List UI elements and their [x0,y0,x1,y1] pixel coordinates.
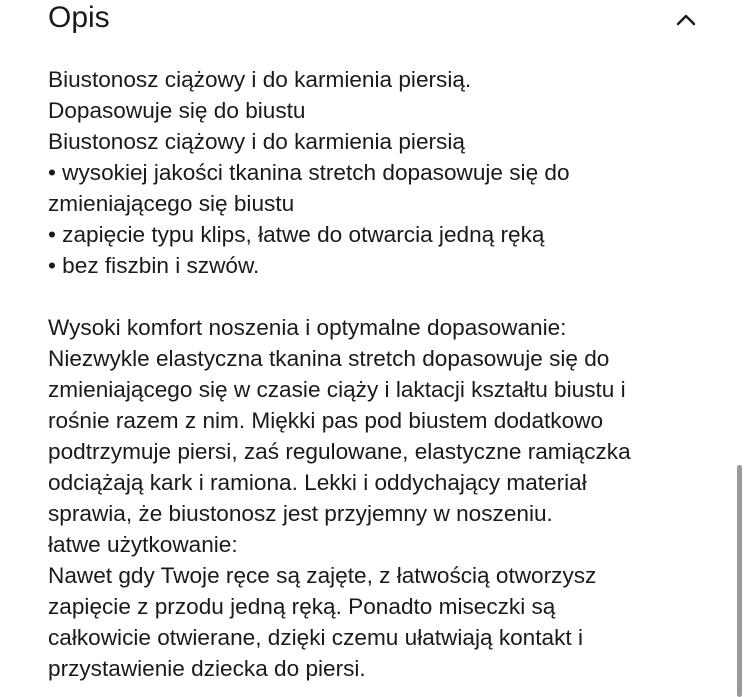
description-line: Dopasowuje się do biustu [48,98,306,123]
description-line: Biustonosz ciążowy i do karmienia piersią. [48,67,472,92]
description-line: Nawet gdy Twoje ręce są zajęte, z łatwością otworzysz [48,563,597,588]
description-line: Biustonosz ciążowy i do karmienia piersią [48,129,465,154]
description-section-header[interactable] [0,0,750,40]
description-line: Wysoki komfort noszenia i optymalne dopasowanie: [48,315,567,340]
description-line: całkowicie otwierane, dzięki czemu ułatwiają kontakt i [48,625,583,650]
chevron-up-icon[interactable] [672,6,700,34]
description-line: łatwe użytkowanie: [48,532,238,557]
description-line: zmieniającego się w czasie ciąży i laktacji kształtu biustu i [48,377,626,402]
description-line: zmieniającego się biustu [48,191,295,216]
description-line: zapięcie z przodu jedną ręką. Ponadto miseczki są [48,594,556,619]
description-line: rośnie razem z nim. Miękki pas pod biustem dodatkowo [48,408,604,433]
description-line: przystawienie dziecka do piersi. [48,656,366,681]
description-line: Niezwykle elastyczna tkanina stretch dopasowuje się do [48,346,610,371]
description-bullet: • wysokiej jakości tkanina stretch dopasowuje się do [48,160,570,185]
scrollbar-thumb[interactable] [737,465,742,697]
description-content [48,64,708,684]
description-line: odciążają kark i ramiona. Lekki i oddychający materiał [48,470,587,495]
paragraph-gap [48,281,708,312]
section-title: Opis [48,1,110,34]
description-bullet: • zapięcie typu klips, łatwe do otwarcia jedną ręką [48,222,545,247]
description-line: sprawia, że biustonosz jest przyjemny w noszeniu. [48,501,553,526]
description-line: podtrzymuje piersi, zaś regulowane, elastyczne ramiączka [48,439,631,464]
description-bullet: • bez fiszbin i szwów. [48,253,260,278]
